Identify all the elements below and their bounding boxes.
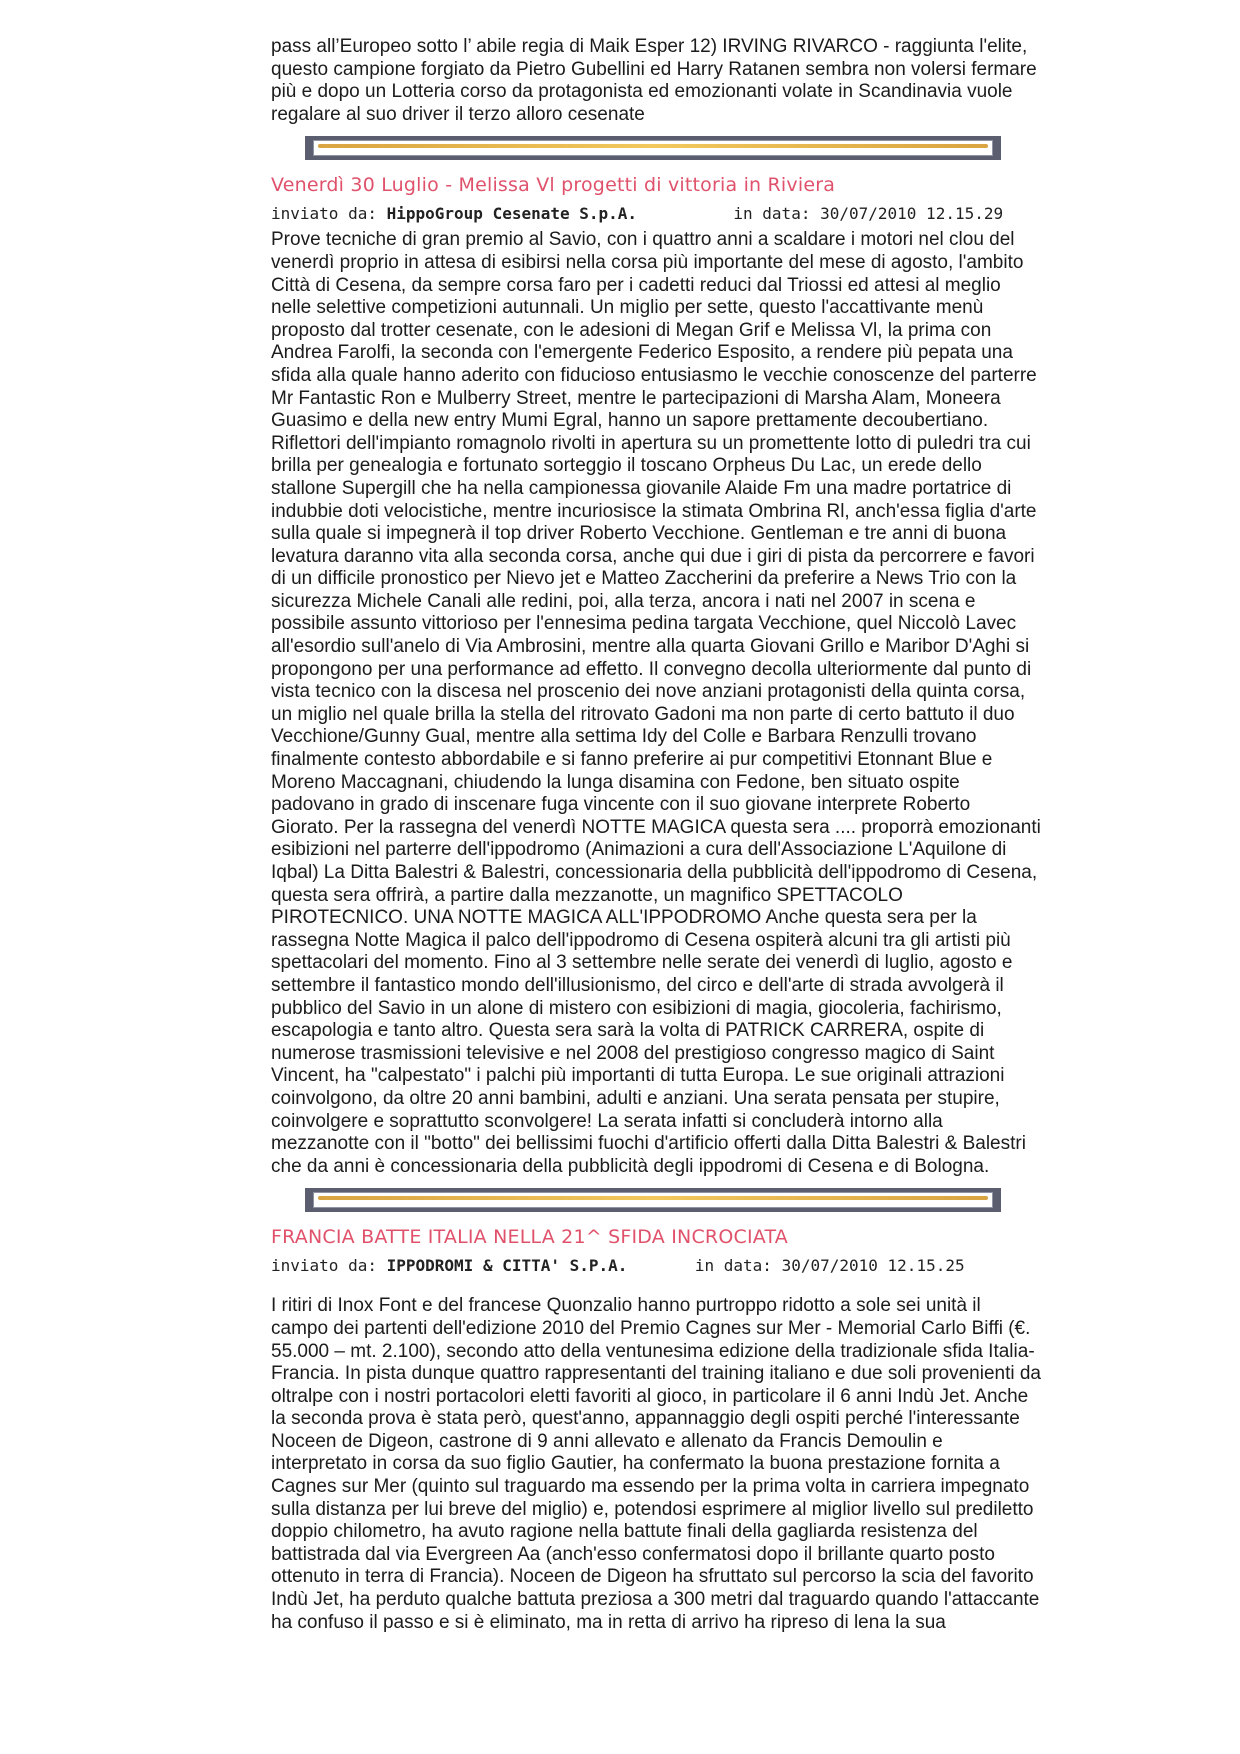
sender-name: HippoGroup Cesenate S.p.A. [386, 204, 638, 224]
date-label: in data: [694, 1256, 772, 1276]
article-1 [271, 174, 1041, 1178]
section-divider [305, 136, 1001, 160]
article-title: FRANCIA BATTE ITALIA NELLA 21^ SFIDA INCROCIATA [271, 1226, 789, 1249]
article-meta [271, 1256, 1041, 1275]
intro-paragraph: pass all’Europeo sotto l’ abile regia di Maik Esper 12) IRVING RIVARCO - raggiunta l'elite, questo campione forgiato da Pietro Gubellini ed Harry Ratanen sembra non volersi fermare più e dopo un Lotteria corso da protagonista ed emozionanti volate in Scandinavia vuole regalare al suo driver il terzo alloro cesenate [271, 36, 1037, 125]
article-body: Prove tecniche di gran premio al Savio, con i quattro anni a scaldare i motori nel clou del venerdì proprio in attesa di esibirsi nella corsa più importante del mese di agosto, l'ambito Città di Cesena, da sempre corsa faro per i cadetti reduci dal Triossi ed attesi al meglio nelle selettive competizioni autunnali. Un miglio per sette, questo l'accattivante menù proposto dal trotter cesenate, con le adesioni di Megan Grif e Melissa Vl, la prima con Andrea Farolfi, la seconda con l'emergente Federico Esposito, a rendere più pepata una sfida alla quale hanno aderito con fiducioso entusiasmo le vecchie conoscenze del parterre Mr Fantastic Ron e Mulberry Street, mentre le partecipazioni di Marsha Alam, Moneera Guasimo e della new entry Mumi Egral, hanno un sapore prettamente decoubertiano. Riflettori dell'impianto romagnolo rivolti in apertura su un promettente lotto di puledri tra cui brilla per genealogia e fortunato sorteggio il toscano Orpheus Du Lac, un erede dello stallone Supergill che ha nella campionessa giovanile Alaide Fm una madre portatrice di indubbie doti velocistiche, mentre incuriosisce la stimata Ombrina Rl, anch'essa figlia d'arte sulla quale si impegnerà il top driver Roberto Vecchione. Gentleman e tre anni di buona levatura daranno vita alla seconda corsa, anche qui due i giri di pista da percorrere e favori di un difficile pronostico per Nievo jet e Matteo Zaccherini da preferire a News Trio con la sicurezza Michele Canali alle redini, poi, alla terza, ancora i nati nel 2007 in scena e possibile assunto vittorioso per l'ennesima pedina targata Vecchione, quel Niccolò Lavec all'esordio sull'anelo di Via Ambrosini, mentre alla quarta Giovani Grillo e Maribor D'Aghi si propongono per una performance ad effetto. Il convegno decolla ulteriormente dal punto di vista tecnico con la discesa nel proscenio dei nove anziani protagonisti della quinta corsa, un miglio nel quale brilla la stella del ritrovato Gadoni ma non parte di certo battuto il duo Vecchione/Gunny Gual, mentre alla settima Idy del Colle e Barbara Renzulli trovano finalmente contesto abbordabile e si fanno preferire ai pur competitivi Etonnant Blue e Moreno Maccagnani, chiudendo la lunga disamina con Fedone, ben situato ospite padovano in grado di inscenare fuga vincente con il suo giovane interprete Roberto Giorato. Per la rassegna del venerdì NOTTE MAGICA questa sera .... proporrà emozionanti esibizioni nel parterre dell'ippodromo (Animazioni a cura dell'Associazione L'Aquilone di Iqbal) La Ditta Balestri & Balestri, concessionaria della pubblicità dell'ippodromo di Cesena, questa sera offrirà, a partire dalla mezzanotte, un magnifico SPETTACOLO PIROTECNICO. UNA NOTTE MAGICA ALL'IPPODROMO Anche questa sera per la rassegna Notte Magica il palco dell'ippodromo di Cesena ospiterà alcuni tra gli artisti più spettacolari del momento. Fino al 3 settembre nelle serate dei venerdì di luglio, agosto e settembre il fantastico mondo dell'illusionismo, del circo e dell'arte di strada avvolgerà il pubblico del Savio in un alone di mistero con esibizioni di magia, giocoleria, fachirismo, escapologia e tanto altro. Questa sera sarà la volta di PATRICK CARRERA, ospite di numerose trasmissioni televisive e nel 2008 del prestigioso congresso magico di Saint Vincent, ha "calpestato" i palchi più importanti di tutta Europa. Le sue originali attrazioni coinvolgono, da oltre 20 anni bambini, adulti e anziani. Una serata pensata per stupire, coinvolgere e soprattutto sconvolgere! La serata infatti si concluderà intorno alla mezzanotte con il "botto" dei bellissimi fuochi d'artificio offerti dalla Ditta Balestri & Balestri che da anni è concessionaria della pubblicità degli ippodromi di Cesena e di Bologna. [271, 229, 1041, 1177]
date-value: 30/07/2010 12.15.25 [781, 1256, 965, 1276]
date-label: in data: [733, 204, 811, 224]
sender-label: inviato da: [271, 204, 377, 224]
article-2 [271, 1226, 1041, 1634]
article-body: I ritiri di Inox Font e del francese Quonzalio hanno purtroppo ridotto a sole sei unità il campo dei partenti dell'edizione 2010 del Premio Cagnes sur Mer - Memorial Carlo Biffi (€. 55.000 – mt. 2.100), secondo atto della ventunesima edizione della tradizionale sfida Italia-Francia. In pista dunque quattro rappresentanti del training italiano e due soli provenienti da oltralpe con i nostri portacolori eletti favoriti al gioco, in particolare il 6 anni Indù Jet. Anche la seconda prova è stata però, quest'anno, appannaggio degli ospiti perché l'interessante Noceen de Digeon, castrone di 9 anni allevato e allenato da Francis Demoulin e interpretato in corsa da suo figlio Gautier, ha confermato la buona prestazione fornita a Cagnes sur Mer (quinto sul traguardo ma essendo per la prima volta in carriera impegnato sulla distanza per lui breve del miglio) e, potendosi esprimere al miglior livello sul prediletto doppio chilometro, ha avuto ragione nella battute finali della gagliarda resistenza del battistrada dal via Evergreen Aa (anch'esso confermatosi dopo il brillante quarto posto ottenuto in terra di Francia). Noceen de Digeon ha sfruttato sul percorso la scia del favorito Indù Jet, ha perduto qualche battuta preziosa a 300 metri dal traguardo quando l'attaccante ha confuso il passo e si è eliminato, ma in retta di arrivo ha ripreso di lena la sua [271, 1295, 1042, 1633]
date-value: 30/07/2010 12.15.29 [820, 204, 1004, 224]
document-page [271, 36, 1041, 1634]
article-meta [271, 204, 1041, 223]
sender-name: IPPODROMI & CITTA' S.P.A. [386, 1256, 628, 1276]
section-divider [305, 1188, 1001, 1212]
article-title: Venerdì 30 Luglio - Melissa Vl progetti di vittoria in Riviera [271, 174, 836, 197]
sender-label: inviato da: [271, 1256, 377, 1276]
